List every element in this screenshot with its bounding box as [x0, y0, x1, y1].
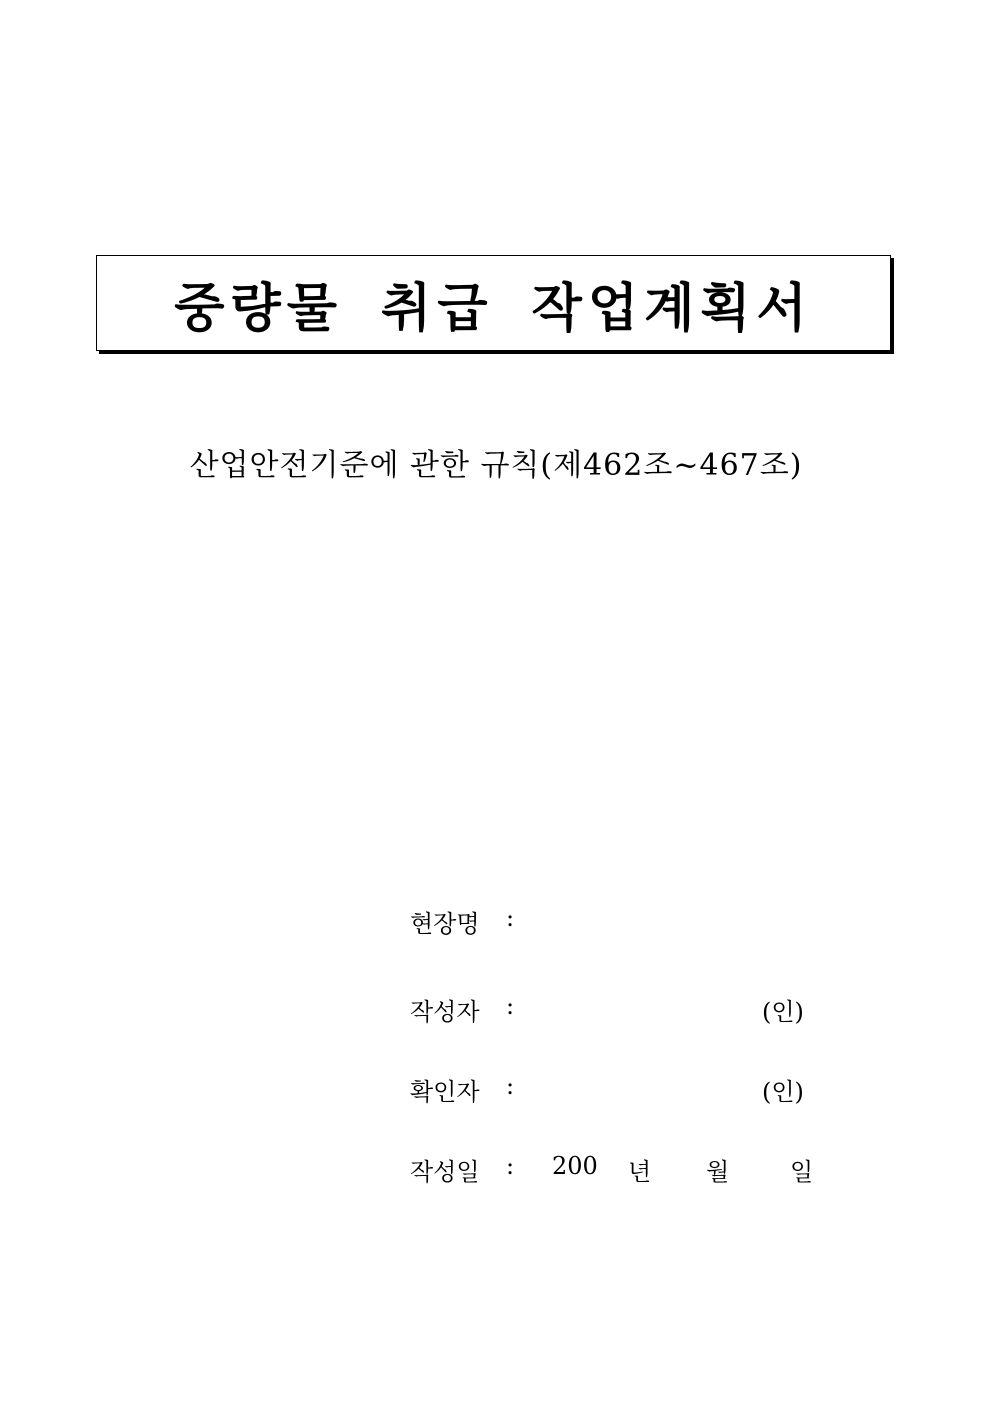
author-colon: : [506, 992, 515, 1020]
site-label: 현장명 [410, 910, 480, 938]
checker-label: 확인자 [410, 1078, 480, 1106]
form-row-site [410, 904, 830, 940]
author-stamp: (인) [762, 998, 804, 1026]
site-colon: : [506, 904, 515, 932]
date-colon: : [506, 1152, 515, 1180]
form-row-author [410, 992, 830, 1028]
date-year-value: 200 [552, 1152, 598, 1180]
checker-colon: : [506, 1072, 515, 1100]
document-title: 중량물 취급 작업계획서 [174, 277, 813, 339]
document-subtitle: 산업안전기준에 관한 규칙(제462조~467조) [189, 448, 803, 483]
document-title-box [96, 255, 891, 351]
date-year-unit: 년 [628, 1158, 652, 1186]
checker-stamp: (인) [762, 1078, 804, 1106]
form-row-checker [410, 1072, 830, 1108]
author-label: 작성자 [410, 998, 480, 1026]
form-row-date [410, 1152, 830, 1188]
date-month-unit: 월 [706, 1158, 730, 1186]
date-day-unit: 일 [790, 1158, 814, 1186]
date-label: 작성일 [410, 1158, 480, 1186]
